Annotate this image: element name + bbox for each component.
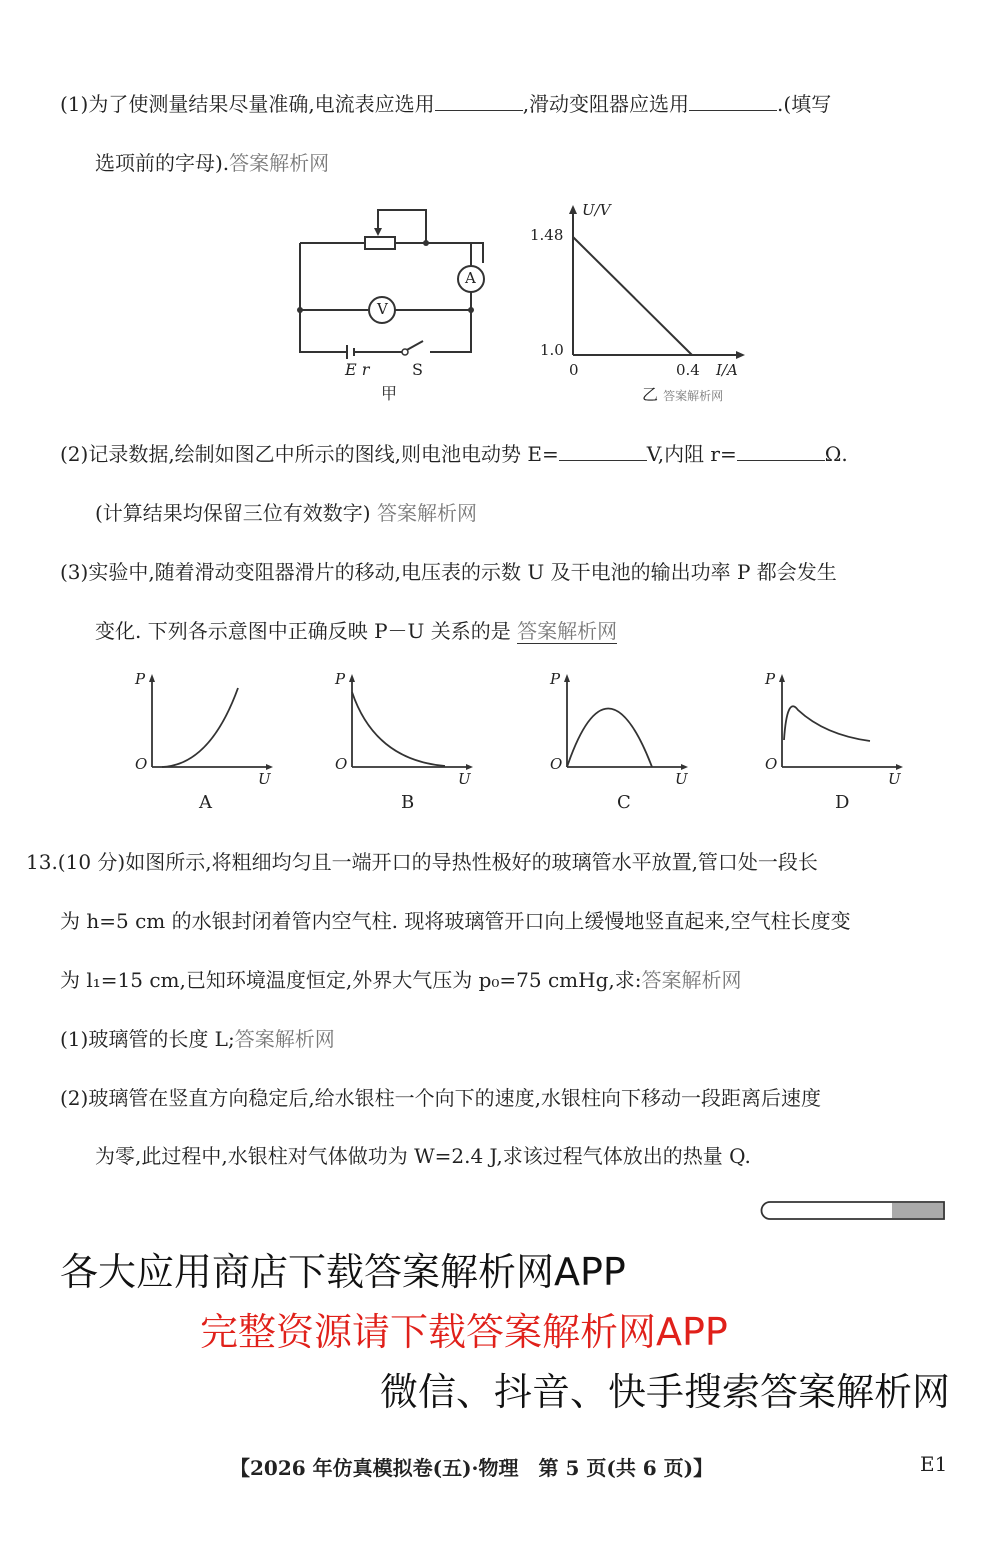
option-b-origin: O bbox=[335, 755, 348, 773]
inline-watermark: 答案解析网 bbox=[641, 968, 742, 992]
text: (1)玻璃管的长度 L; bbox=[60, 1027, 235, 1051]
u-i-line bbox=[573, 237, 692, 355]
text: .(填写 bbox=[777, 92, 832, 116]
voltmeter-label: V bbox=[377, 300, 388, 318]
option-d-letter[interactable]: D bbox=[835, 792, 850, 813]
figure-caption-jia: 甲 bbox=[381, 384, 398, 403]
option-a-y-label: P bbox=[135, 670, 146, 688]
text: (2)记录数据,绘制如图乙中所示的图线,则电池电动势 E= bbox=[60, 442, 559, 466]
ammeter-label: A bbox=[465, 269, 476, 287]
option-a-letter[interactable]: A bbox=[199, 792, 212, 813]
inline-watermark: 答案解析网 bbox=[376, 501, 477, 525]
answer-blank-resistance[interactable] bbox=[737, 442, 825, 461]
q12-part3-line2 bbox=[95, 615, 617, 644]
option-a-origin: O bbox=[135, 755, 148, 773]
answer-blank-graph[interactable]: 答案解析网 bbox=[517, 619, 618, 643]
answer-blank-emf[interactable] bbox=[559, 442, 647, 461]
q13-line3 bbox=[60, 964, 741, 993]
text: (计算结果均保留三位有效数字) bbox=[95, 501, 371, 525]
watermark-center-red: 完整资源请下载答案解析网APP bbox=[200, 1310, 728, 1354]
option-d-x-label: U bbox=[888, 770, 901, 788]
inline-watermark: 答案解析网 bbox=[229, 151, 330, 175]
option-c-origin: O bbox=[550, 755, 563, 773]
option-b-letter[interactable]: B bbox=[401, 792, 415, 813]
option-graph-b bbox=[340, 670, 480, 780]
q12-part2-line1 bbox=[60, 438, 848, 467]
glass-tube-figure bbox=[760, 1200, 950, 1222]
q13-sub2-line1: (2)玻璃管在竖直方向稳定后,给水银柱一个向下的速度,水银柱向下移动一段距离后速度 bbox=[60, 1086, 822, 1110]
y-axis-label: U/V bbox=[582, 201, 611, 219]
option-c-y-label: P bbox=[550, 670, 561, 688]
u-i-graph bbox=[560, 200, 750, 370]
page-code: E1 bbox=[920, 1452, 948, 1476]
q12-part1-line1 bbox=[60, 88, 831, 117]
q12-part1-line2 bbox=[95, 147, 329, 176]
x-axis-label: I/A bbox=[716, 361, 738, 379]
mercury-column bbox=[892, 1203, 943, 1218]
watermark-top-left: 各大应用商店下载答案解析网APP bbox=[60, 1250, 626, 1294]
option-d-y-label: P bbox=[765, 670, 776, 688]
y-tick-top: 1.48 bbox=[530, 226, 564, 244]
q13-sub2-line2: 为零,此过程中,水银柱对气体做功为 W=2.4 J,求该过程气体放出的热量 Q. bbox=[95, 1144, 751, 1168]
option-graph-d bbox=[770, 670, 910, 780]
y-tick-bottom: 1.0 bbox=[540, 341, 564, 359]
inline-watermark: 答案解析网 bbox=[663, 389, 724, 403]
q12-part3-line1: (3)实验中,随着滑动变阻器滑片的移动,电压表的示数 U 及干电池的输出功率 P 都会发生 bbox=[60, 560, 837, 584]
option-c-x-label: U bbox=[675, 770, 688, 788]
caption: 乙 bbox=[642, 385, 659, 404]
answer-blank-rheostat[interactable] bbox=[689, 92, 777, 111]
x-tick: 0.4 bbox=[676, 361, 700, 379]
text: Ω. bbox=[824, 442, 848, 466]
q13-line2: 为 h=5 cm 的水银封闭着管内空气柱. 现将玻璃管开口向上缓慢地竖直起来,空气柱长度变 bbox=[60, 909, 851, 933]
watermark-bottom-right: 微信、抖音、快手搜索答案解析网 bbox=[380, 1370, 951, 1414]
option-c-letter[interactable]: C bbox=[617, 792, 631, 813]
option-a-x-label: U bbox=[258, 770, 271, 788]
text: 选项前的字母). bbox=[95, 151, 230, 175]
option-graph-a bbox=[140, 670, 280, 780]
page-footer: 【2026 年仿真模拟卷(五)·物理 第 5 页(共 6 页)】 bbox=[230, 1456, 714, 1480]
battery-label: E r bbox=[345, 360, 370, 379]
option-b-x-label: U bbox=[458, 770, 471, 788]
origin-label: 0 bbox=[569, 361, 579, 379]
inline-watermark: 答案解析网 bbox=[234, 1027, 335, 1051]
text: ,滑动变阻器应选用 bbox=[522, 92, 690, 116]
circuit-diagram bbox=[290, 200, 490, 410]
answer-blank-ammeter[interactable] bbox=[435, 92, 523, 111]
option-graph-c bbox=[555, 670, 695, 780]
text: 为 l₁=15 cm,已知环境温度恒定,外界大气压为 p₀=75 cmHg,求: bbox=[60, 968, 642, 992]
text: V,内阻 r= bbox=[646, 442, 737, 466]
text: (1)为了使测量结果尽量准确,电流表应选用 bbox=[60, 92, 435, 116]
switch-label: S bbox=[412, 360, 423, 379]
figure-caption-yi bbox=[642, 387, 723, 404]
q12-part2-line2 bbox=[95, 497, 477, 526]
q13-line1: 13.(10 分)如图所示,将粗细均匀且一端开口的导热性极好的玻璃管水平放置,管口处一段长 bbox=[26, 850, 818, 874]
option-d-origin: O bbox=[765, 755, 778, 773]
q13-sub1 bbox=[60, 1023, 335, 1052]
option-b-y-label: P bbox=[335, 670, 346, 688]
text: 变化. 下列各示意图中正确反映 P－U 关系的是 bbox=[95, 619, 511, 643]
